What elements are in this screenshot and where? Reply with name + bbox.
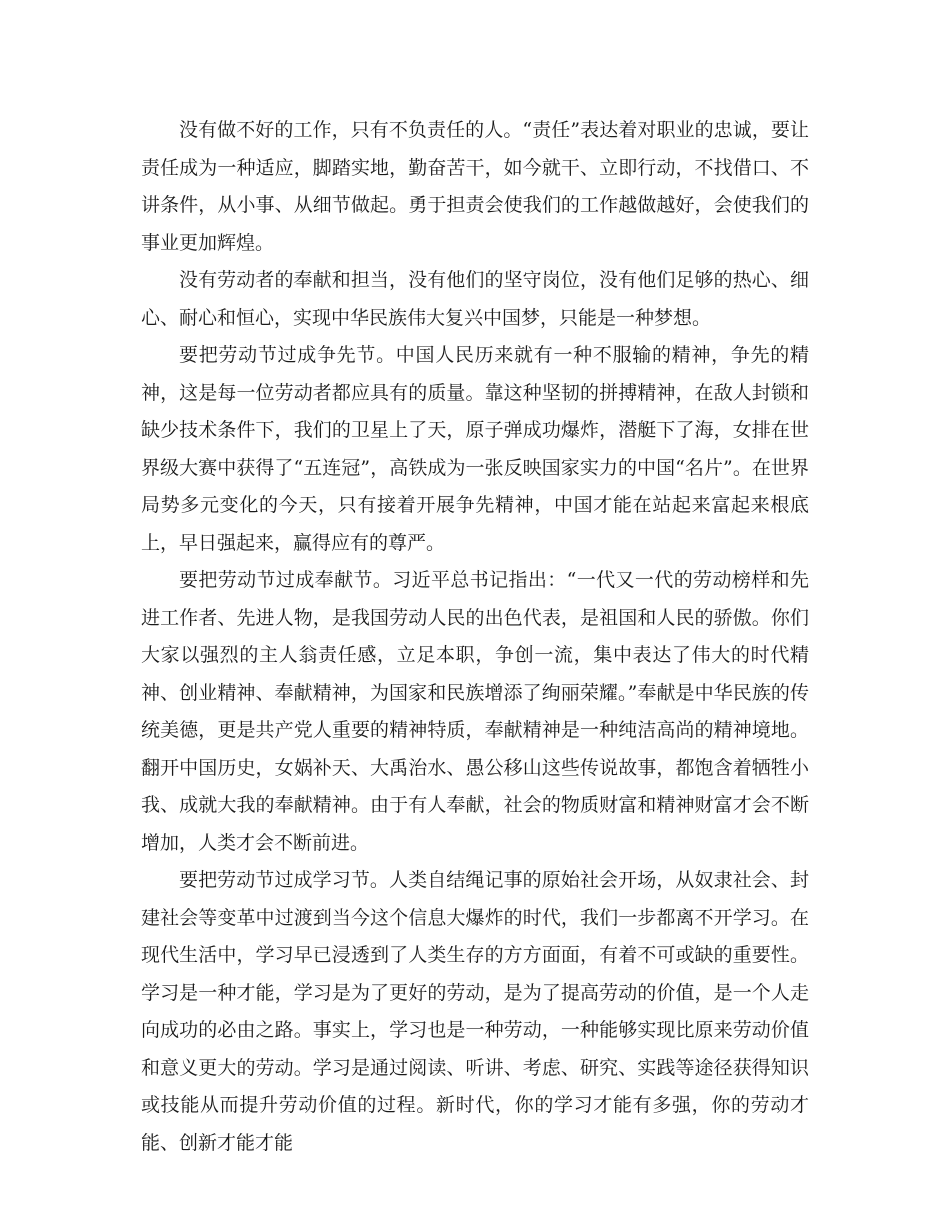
document-body bbox=[141, 112, 809, 1162]
paragraph-responsibility: 没有做不好的工作，只有不负责任的人。“责任”表达着对职业的忠诚，要让责任成为一种适应，脚踏实地，勤奋苦干，如今就干、立即行动，不找借口、不讲条件，从小事、从细节做起。勇于担责会使我们的工作越做越好，会使我们的事业更加辉煌。 bbox=[141, 119, 809, 254]
paragraph-dedication-of-workers: 没有劳动者的奉献和担当，没有他们的坚守岗位，没有他们足够的热心、细心、耐心和恒心，实现中华民族伟大复兴中国梦，只能是一种梦想。 bbox=[141, 269, 809, 329]
paragraph-devotion-festival: 要把劳动节过成奉献节。习近平总书记指出：“一代又一代的劳动榜样和先进工作者、先进人物，是我国劳动人民的出色代表，是祖国和人民的骄傲。你们大家以强烈的主人翁责任感，立足本职，争创一流，集中表达了伟大的时代精神、创业精神、奉献精神，为国家和民族增添了绚丽荣耀。”奉献是中华民族的传统美德，更是共产党人重要的精神特质，奉献精神是一种纯洁高尚的精神境地。翻开中国历史，女娲补天、大禹治水、愚公移山这些传说故事，都饱含着牺牲小我、成就大我的奉献精神。由于有人奉献，社会的物质财富和精神财富才会不断增加，人类才会不断前进。 bbox=[141, 569, 809, 854]
paragraph-learning-festival: 要把劳动节过成学习节。人类自结绳记事的原始社会开场，从奴隶社会、封建社会等变革中过渡到当今这个信息大爆炸的时代，我们一步都离不开学习。在现代生活中，学习早已浸透到了人类生存的方方面面，有着不可或缺的重要性。学习是一种才能，学习是为了更好的劳动，是为了提高劳动的价值，是一个人走向成功的必由之路。事实上，学习也是一种劳动，一种能够实现比原来劳动价值和意义更大的劳动。学习是通过阅读、听讲、考虑、研究、实践等途径获得知识或技能从而提升劳动价值的过程。新时代，你的学习才能有多强，你的劳动才能、创新才能才能 bbox=[141, 869, 809, 1154]
paragraph-striving-festival: 要把劳动节过成争先节。中国人民历来就有一种不服输的精神，争先的精神，这是每一位劳动者都应具有的质量。靠这种坚韧的拼搏精神，在敌人封锁和缺少技术条件下，我们的卫星上了天，原子弹成功爆炸，潜艇下了海，女排在世界级大赛中获得了“五连冠”，高铁成为一张反映国家实力的中国“名片”。在世界局势多元变化的今天，只有接着开展争先精神，中国才能在站起来富起来根底上，早日强起来，赢得应有的尊严。 bbox=[141, 344, 809, 554]
